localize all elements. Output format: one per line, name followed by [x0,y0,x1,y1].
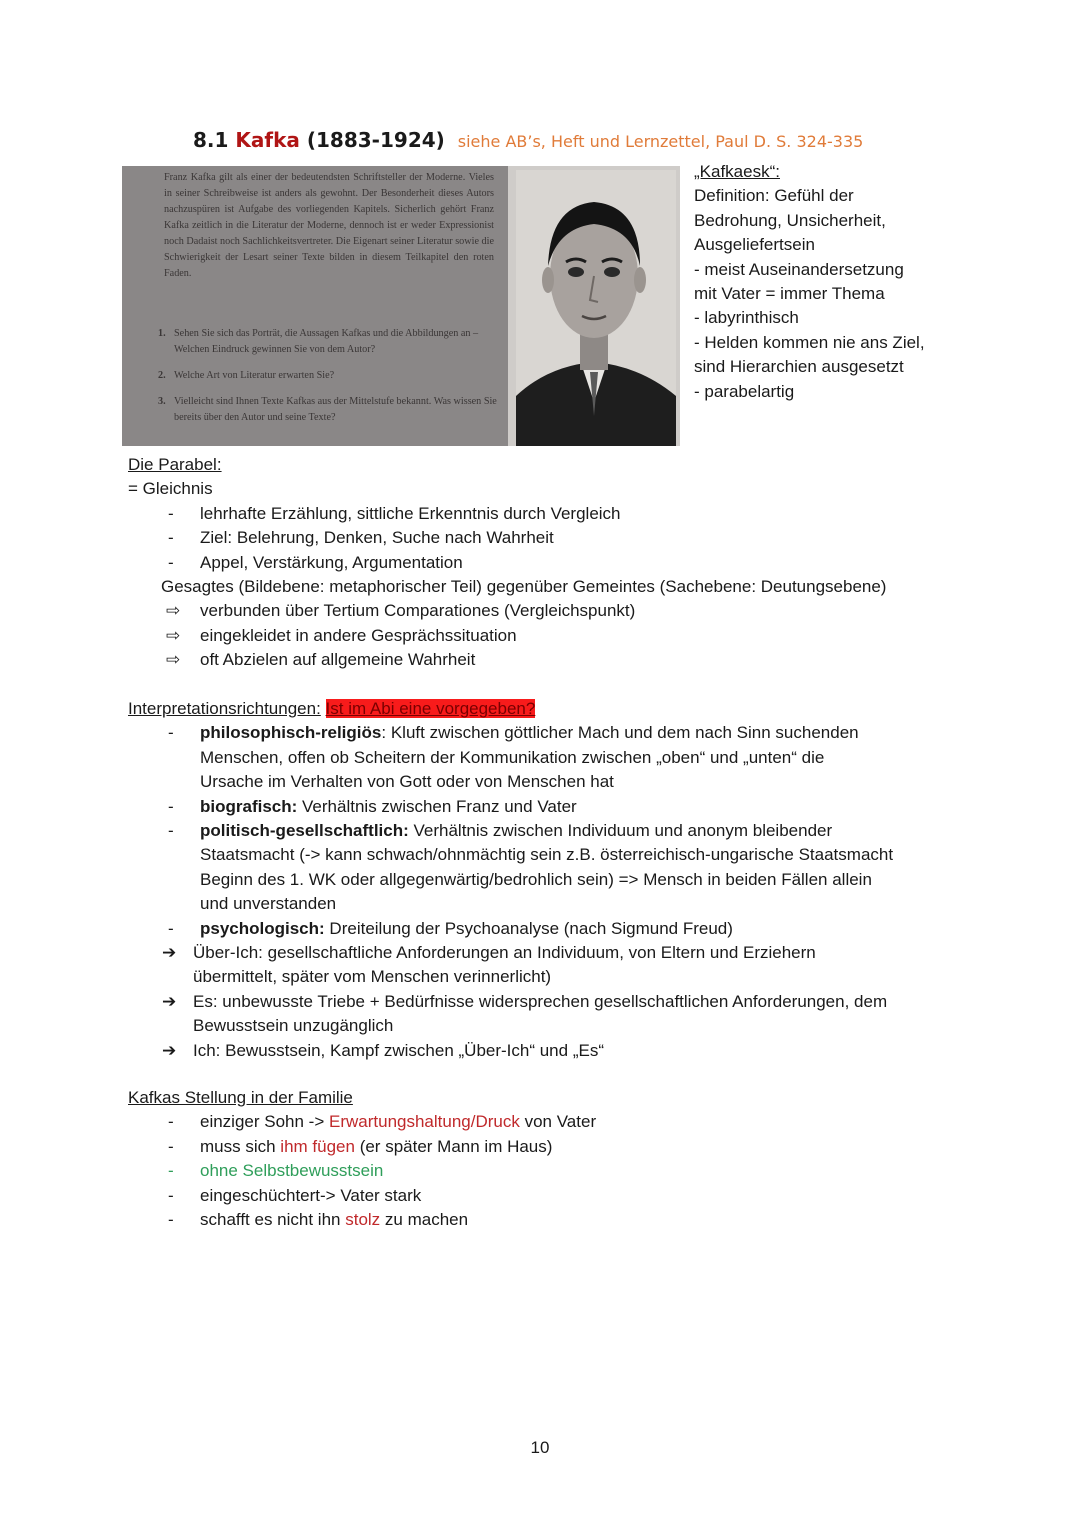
familie-section [128,1086,1008,1232]
parabel-statement: Gesagtes (Bildebene: metaphorischer Teil) gegenüber Gemeintes (Sachebene: Deutungsebene) [161,577,887,597]
interpretation-item: - politisch-gesellschaftlich: Verhältnis zwischen Individuum und anonym bleibender [128,819,1008,843]
book-paragraph: Franz Kafka gilt als einer der bedeutendsten Schriftsteller der Moderne. Vieles in seiner Schreibweise ist anders als gewohnt. Der Besonderheit dieses Autors nachzuspüren ist Aufgabe des vorliegenden Kapitels. Sicherlich gehört Franz Kafka zeitlich in die Literatur der Moderne, dennoch ist er weder Expressionist noch Dadaist noch Sachlichkeitsvertreter. Die Eigenart seiner Literatur sowie die Schwierigkeit der Lesart seiner Texte bilden in diesem Teilkapitel den roten Faden. [164,172,494,279]
book-task: 2. Welche Art von Literatur erwarten Sie? [158,370,335,381]
title-subtitle: siehe AB’s, Heft und Lernzettel, Paul D. S. 324-335 [457,132,864,151]
freud-item: ➔ Über-Ich: gesellschaftliche Anforderungen an Individuum, von Eltern und Erziehern [128,941,1008,965]
familie-item: - muss sich ihm fügen (er später Mann im Haus) [128,1135,1008,1159]
familie-item: - schafft es nicht ihn stolz zu machen [128,1208,1008,1232]
book-tasks [158,326,498,436]
kafkaesk-heading: „Kafkaesk“: [694,162,780,181]
freud-item: ➔ Es: unbewusste Triebe + Bedürfnisse widersprechen gesellschaftlichen Anforderungen, dem [128,990,1008,1014]
outline-arrow-icon: ⇨ [166,625,181,645]
kafkaesk-line: sind Hierarchien ausgesetzt [694,357,904,377]
kafkaesk-line: - meist Auseinandersetzung [694,259,904,279]
familie-item: - einziger Sohn -> Erwartungshaltung/Druck von Vater [128,1110,1008,1134]
parabel-arrow-item: ⇨ verbunden über Tertium Comparationes (Vergleichspunkt) [128,599,1008,623]
parabel-point: - Appel, Verstärkung, Argumentation [128,551,1008,575]
outline-arrow-icon: ⇨ [166,650,181,670]
parabel-section [128,453,1008,673]
title-years: (1883-1924) [306,128,445,152]
arrow-right-icon: ➔ [162,1040,177,1060]
highlight-note: Ist im Abi eine vorgegeben? [325,699,536,718]
arrow-right-icon: ➔ [162,991,177,1011]
interpretation-item: - psychologisch: Dreiteilung der Psychoanalyse (nach Sigmund Freud) [128,917,1008,941]
familie-item: - ohne Selbstbewusstsein [128,1159,1008,1183]
portrait-illustration [508,166,680,446]
kafkaesk-line: - parabelartig [694,381,795,401]
parabel-point: - lehrhafte Erzählung, sittliche Erkenntnis durch Vergleich [128,502,1008,526]
book-task: 1. Sehen Sie sich das Porträt, die Aussagen Kafkas und die Abbildungen an – Welchen Eindruck gewinnen Sie von dem Autor? [158,328,479,355]
title-name: Kafka [235,128,300,152]
book-task: 3. Vielleicht sind Ihnen Texte Kafkas aus der Mittelstufe bekannt. Was wissen Sie bereits über den Autor und seine Texte? [158,396,497,423]
kafkaesk-line: Bedrohung, Unsicherheit, [694,210,886,230]
textbook-photo [122,166,680,446]
kafka-portrait [508,166,680,446]
outline-arrow-icon: ⇨ [166,601,181,621]
parabel-heading: Die Parabel: [128,455,222,474]
familie-item: - eingeschüchtert-> Vater stark [128,1184,1008,1208]
kafkaesk-line: - labyrinthisch [694,308,799,328]
parabel-point: - Ziel: Belehrung, Denken, Suche nach Wahrheit [128,526,1008,550]
kafkaesk-line: mit Vater = immer Thema [694,284,885,304]
familie-heading: Kafkas Stellung in der Familie [128,1088,353,1107]
parabel-arrow-item: ⇨ eingekleidet in andere Gesprächssituation [128,624,1008,648]
page-title [193,128,863,152]
freud-item: ➔ Ich: Bewusstsein, Kampf zwischen „Über-Ich“ und „Es“ [128,1039,1008,1063]
interpretation-section: Interpretationsrichtungen: Ist im Abi eine vorgegeben? - philosophisch-religiös: Kluft zwischen göttlicher Mach und dem nach Sinn suchenden Menschen, offen ob Scheitern der Kommunikation zwischen „oben“ und „unten“ die Ursache im Verhalten von Gott oder von Menschen hat - biografisch: Verhältnis zwischen Franz und Vater - politisch-gesellschaftlich: Verhältnis zwischen Individuum und anonym bleibender Staatsmacht (-> kann schwach/ohnmächtig sein z.B. österreichisch-ungarische Staatsmacht Beginn des 1. WK oder allgegenwärtig/bedrohlich sein) => Mensch in beiden Fällen allein und unverstanden - psychologisch: Dreiteilung der Psychoanalyse (nach Sigmund Freud) ➔ Über-Ich: gesellschaftliche Anforderungen an Individuum, von Eltern und Erziehern übermittelt, später vom Menschen verinnerlicht) ➔ Es: unbewusste Triebe + Bedürfnisse widersprechen gesellschaftlichen Anforderungen, dem Bewusstsein unzugänglich ➔ Ich: Bewusstsein, Kampf zwischen „Über-Ich“ und „Es“ [128,697,1008,1063]
interpretation-item: - philosophisch-religiös: Kluft zwischen göttlicher Mach und dem nach Sinn suchenden [128,721,1008,745]
kafkaesk-line: - Helden kommen nie ans Ziel, [694,332,925,352]
title-number: 8.1 [193,128,229,152]
parabel-equals: = Gleichnis [128,479,213,499]
interpretation-heading: Interpretationsrichtungen: [128,699,321,718]
parabel-arrow-item: ⇨ oft Abzielen auf allgemeine Wahrheit [128,648,1008,672]
kafkaesk-line: Definition: Gefühl der [694,186,854,206]
kafkaesk-line: Ausgeliefertsein [694,235,815,255]
interpretation-item: - biografisch: Verhältnis zwischen Franz und Vater [128,795,1008,819]
kafkaesk-box [694,160,994,404]
page-number: 10 [530,1438,550,1457]
arrow-right-icon: ➔ [162,943,177,963]
